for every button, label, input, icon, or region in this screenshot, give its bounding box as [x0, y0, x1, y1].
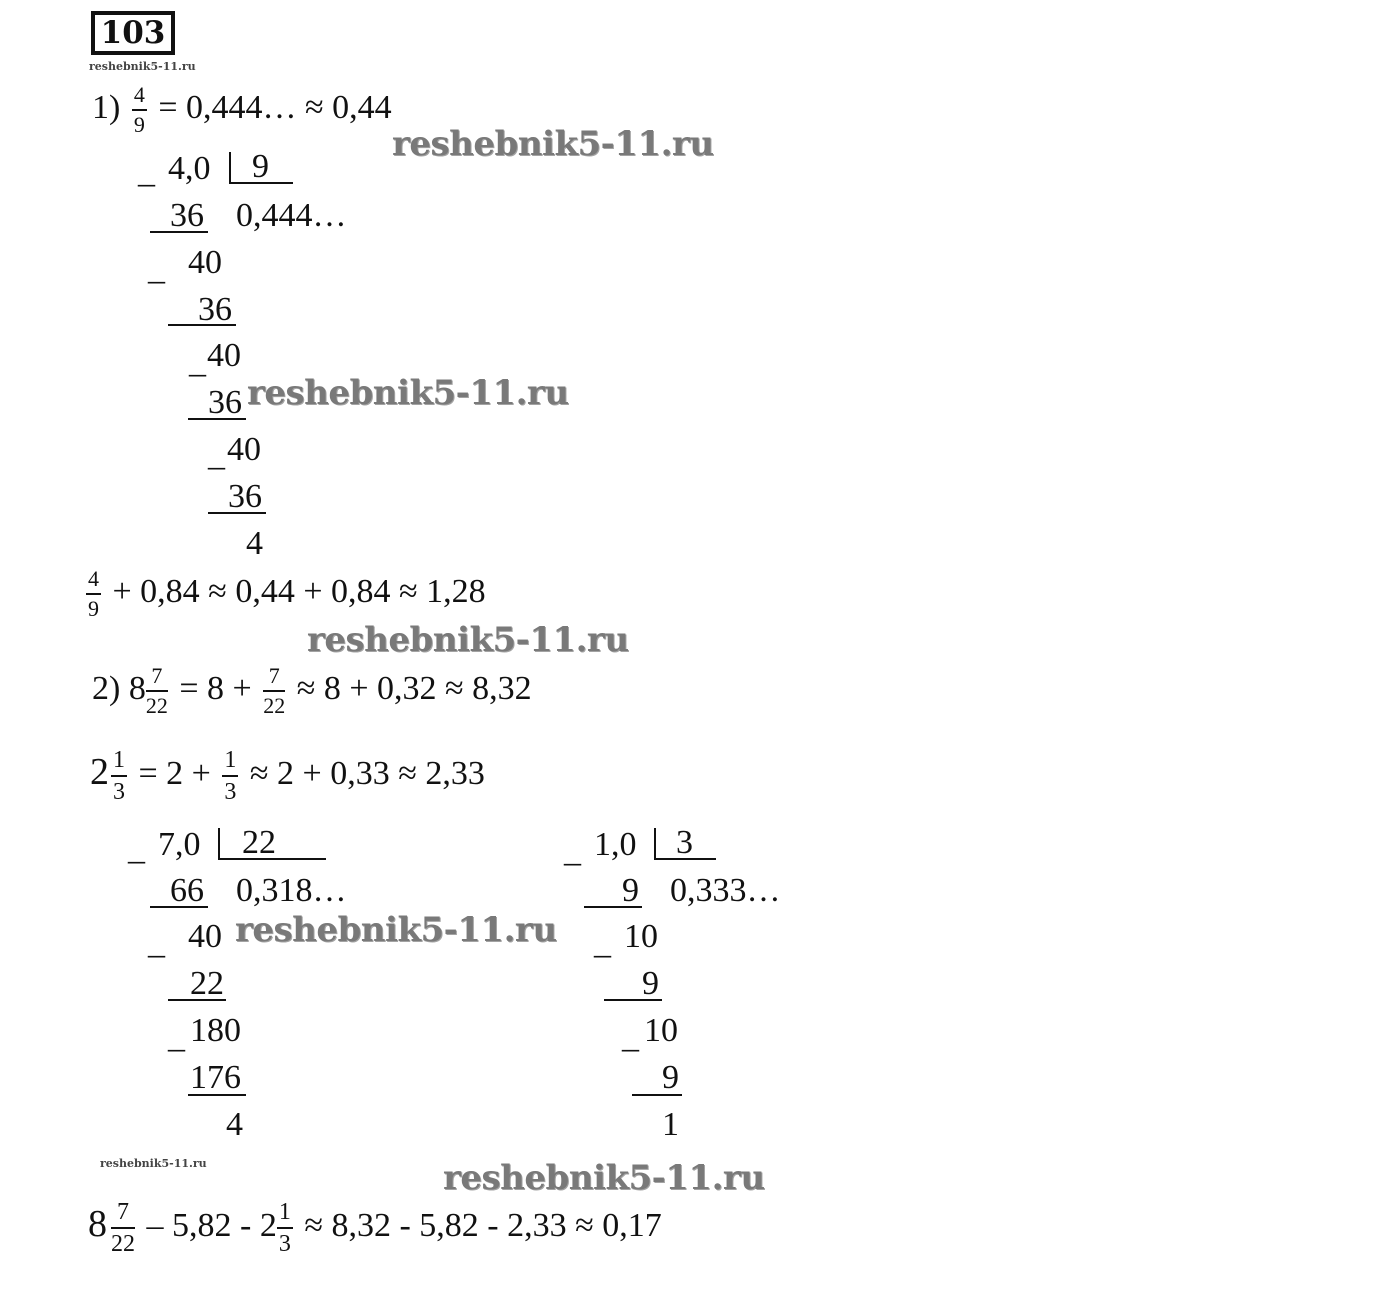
- minus-sign: _: [128, 830, 145, 867]
- part2-line2: [90, 748, 485, 804]
- dividend: 7,0: [158, 826, 201, 863]
- division-bar-vertical: [229, 152, 231, 184]
- step-underline: [208, 512, 266, 514]
- step-underline: [632, 1094, 682, 1096]
- dividend: 4,0: [168, 150, 211, 187]
- part2-label: 2): [92, 669, 121, 707]
- minus-sign: _: [208, 436, 225, 473]
- step-subtrahend: 36: [228, 478, 262, 515]
- fraction-denominator: 9: [133, 112, 145, 137]
- step-underline: [150, 231, 208, 233]
- step-remainder: 10: [644, 1012, 678, 1049]
- fraction-denominator: 22: [263, 693, 286, 718]
- minus-sign: _: [594, 924, 611, 961]
- minus-sign: _: [622, 1018, 639, 1055]
- mixed-whole: 8: [128, 669, 146, 707]
- step-remainder: 180: [190, 1012, 241, 1049]
- fraction-denominator: 22: [111, 1231, 135, 1257]
- final-remainder: 1: [662, 1106, 679, 1143]
- minus-sign: _: [168, 1018, 185, 1055]
- minus-sign: _: [138, 153, 155, 190]
- step-underline: [168, 324, 236, 326]
- step-subtrahend: 22: [190, 965, 224, 1002]
- step-subtrahend: 36: [208, 384, 242, 421]
- watermark-large-5: reshebnik5-11.ru: [443, 1158, 765, 1198]
- divisor: 22: [242, 824, 276, 861]
- step-underline: [584, 906, 642, 908]
- step-underline: [168, 999, 226, 1001]
- watermark-large-3: reshebnik5-11.ru: [307, 620, 629, 660]
- part1-result: = 0,444… ≈ 0,44: [158, 88, 392, 126]
- fraction-numerator: 7: [263, 665, 285, 692]
- expression-result: ≈ 8,32 - 5,82 - 2,33 ≈ 0,17: [304, 1206, 662, 1244]
- mixed-whole: 2: [90, 750, 109, 793]
- step-subtrahend: 36: [170, 197, 204, 234]
- mixed-whole: 8: [88, 1202, 107, 1245]
- step-underline: [188, 418, 246, 420]
- step-remainder: 40: [188, 244, 222, 281]
- watermark-large-4: reshebnik5-11.ru: [235, 910, 557, 950]
- minus-sign: _: [189, 343, 206, 380]
- quotient: 0,333…: [670, 872, 781, 909]
- step-subtrahend: 9: [642, 965, 659, 1002]
- fraction-numerator: 1: [111, 748, 127, 777]
- dividend: 1,0: [594, 826, 637, 863]
- step-remainder: 10: [624, 918, 658, 955]
- step-underline: [150, 906, 208, 908]
- mixed-fraction: [111, 1200, 135, 1256]
- part2-line1: [92, 665, 532, 717]
- equation-middle: = 8 +: [179, 669, 252, 707]
- divisor: 3: [676, 824, 693, 861]
- task-number: 103: [91, 11, 175, 55]
- step-subtrahend: 9: [662, 1059, 679, 1096]
- fraction-numerator: 4: [86, 568, 101, 595]
- mixed-fraction-2: [277, 1200, 293, 1256]
- quotient: 0,444…: [236, 197, 347, 234]
- final-remainder: 4: [246, 525, 263, 562]
- equation-result: ≈ 2 + 0,33 ≈ 2,33: [249, 754, 485, 792]
- watermark-small-bottom: reshebnik5-11.ru: [100, 1157, 207, 1170]
- step-subtrahend: 36: [198, 291, 232, 328]
- fraction-term: [222, 748, 238, 804]
- sum-fraction: [86, 568, 101, 620]
- divisor: 9: [252, 148, 269, 185]
- step-remainder: 40: [207, 337, 241, 374]
- step-subtrahend: 176: [190, 1059, 241, 1096]
- mixed-fraction: [111, 748, 127, 804]
- part1-label: 1): [92, 88, 121, 126]
- fraction-numerator: 1: [222, 748, 238, 777]
- fraction-numerator: 1: [277, 1200, 293, 1229]
- watermark-small-top: reshebnik5-11.ru: [89, 60, 196, 73]
- mixed-fraction: [146, 665, 168, 717]
- watermark-large-2: reshebnik5-11.ru: [247, 373, 569, 413]
- sum-expression: + 0,84 ≈ 0,44 + 0,84 ≈ 1,28: [112, 572, 486, 610]
- division-bar-vertical: [218, 828, 220, 860]
- minus-sign: _: [148, 250, 165, 287]
- division-bar-horizontal: [218, 858, 326, 860]
- equation-result: ≈ 8 + 0,32 ≈ 8,32: [296, 669, 532, 707]
- final-expression: [88, 1200, 662, 1256]
- minus-sign: _: [564, 832, 581, 869]
- fraction-numerator: 7: [146, 665, 168, 692]
- fraction-denominator: 9: [88, 596, 99, 621]
- fraction-numerator: 4: [132, 84, 147, 111]
- part1-fraction: [132, 84, 147, 136]
- fraction-denominator: 22: [145, 693, 168, 718]
- equation-middle: = 2 +: [138, 754, 211, 792]
- step-subtrahend: 9: [622, 872, 639, 909]
- expression-middle: – 5,82 - 2: [146, 1206, 277, 1244]
- step-remainder: 40: [227, 431, 261, 468]
- minus-sign: _: [148, 924, 165, 961]
- part1-equation: [92, 84, 392, 136]
- fraction-denominator: 3: [278, 1231, 291, 1257]
- quotient: 0,318…: [236, 872, 347, 909]
- fraction-numerator: 7: [111, 1200, 135, 1229]
- fraction-term: [263, 665, 285, 717]
- step-remainder: 40: [188, 918, 222, 955]
- division-bar-horizontal: [229, 182, 293, 184]
- watermark-large-1: reshebnik5-11.ru: [392, 124, 714, 164]
- final-remainder: 4: [226, 1106, 243, 1143]
- step-underline: [604, 999, 662, 1001]
- step-underline: [188, 1094, 246, 1096]
- part1-sum: [86, 568, 486, 620]
- division-bar-horizontal: [654, 858, 716, 860]
- fraction-denominator: 3: [113, 779, 125, 805]
- step-subtrahend: 66: [170, 872, 204, 909]
- division-bar-vertical: [654, 828, 656, 860]
- fraction-denominator: 3: [224, 779, 237, 805]
